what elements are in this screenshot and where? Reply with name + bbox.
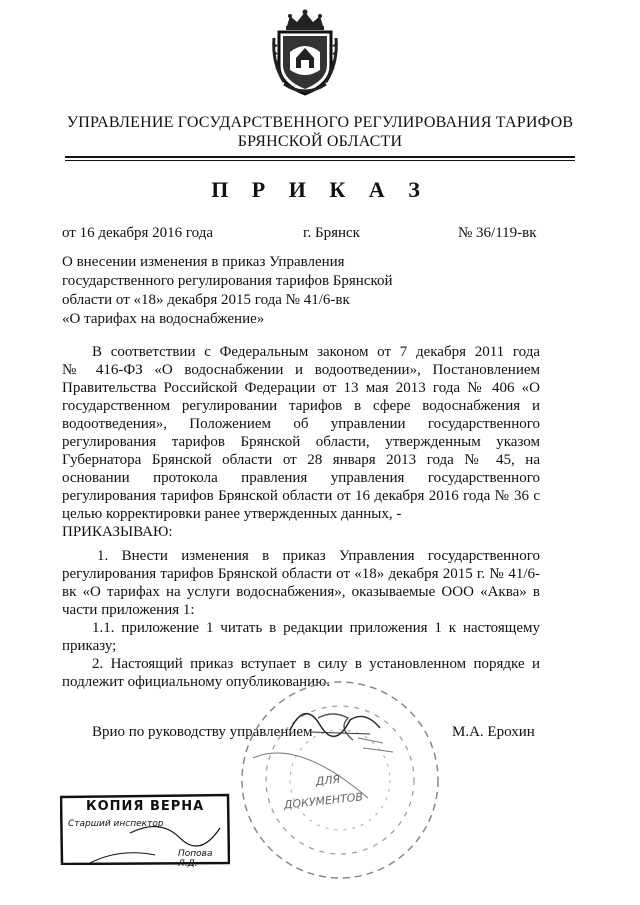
copy-correct-stamp (60, 793, 230, 869)
item-line: регулирования тарифов Брянской области от «18» декабря 2015 г. № 41/6- (62, 566, 540, 582)
preamble-line: регулирования тарифов Брянской области от 16 декабря 2016 года № 36 с (62, 488, 540, 504)
item-line: вк «О тарифах на услуги водоснабжения», оказываемые ООО «Аква» в (62, 584, 540, 600)
order-word: ПРИКАЗЫВАЮ: (62, 524, 173, 540)
stamp-copy-role: Старший инспектор (68, 819, 164, 829)
document-date: от 16 декабря 2016 года (62, 225, 214, 241)
item-line: 1. Внести изменения в приказ Управления государственного (97, 548, 540, 564)
subject-line: государственного регулирования тарифов Брянской (62, 273, 393, 289)
subject-line: «О тарифах на водоснабжение» (62, 311, 265, 327)
item-line: подлежит официальному опубликованию. (62, 674, 331, 690)
document-subject (62, 253, 393, 329)
preamble-line: регулирования тарифов Брянской области, утвержденным указом (62, 434, 540, 450)
stamp-line1: ДЛЯ (315, 772, 341, 789)
header-rule-thin (65, 160, 575, 161)
item-line: 2. Настоящий приказ вступает в силу в установленном порядке и (92, 656, 540, 672)
stamp-line2: ДОКУМЕНТОВ (283, 790, 364, 812)
preamble-line: № 416-ФЗ «О водоснабжении и водоотведении», Постановлением (62, 362, 540, 378)
stamp-copy-name: Попова Л.Д. (178, 849, 213, 869)
stamp-copy-title: КОПИЯ ВЕРНА (86, 799, 205, 814)
header-rule-thick (65, 156, 575, 158)
subject-line: О внесении изменения в приказ Управления (62, 254, 345, 270)
coat-of-arms-icon (270, 8, 340, 98)
preamble-line: Правительства Российской Федерации от 13 мая 2013 года № 406 «О (62, 380, 540, 396)
signature-mark (280, 690, 390, 750)
preamble-line: основании протокола правления управления государственного (62, 470, 540, 486)
preamble-line: В соответствии с Федеральным законом от 7 декабря 2011 года (92, 344, 540, 360)
preamble-line: Губернатора Брянской области от 28 января 2013 года № 45, на (62, 452, 540, 468)
item-line: приказу; (62, 638, 117, 654)
agency-name-line1: УПРАВЛЕНИЕ ГОСУДАРСТВЕННОГО РЕГУЛИРОВАНИЯ ТАРИФОВ (66, 114, 574, 131)
signer-position: Врио по руководству управлением (92, 724, 313, 740)
document-number: № 36/119-вк (458, 225, 537, 241)
preamble-line: государственном регулировании тарифов в сфере водоснабжения и (62, 398, 540, 414)
document-title: П Р И К А З (211, 177, 429, 202)
preamble-paragraph (62, 343, 540, 541)
item-line: 1.1. приложение 1 читать в редакции приложения 1 к настоящему (92, 620, 540, 636)
signer-name: М.А. Ерохин (452, 724, 535, 740)
item-line: части приложения 1: (62, 602, 195, 618)
agency-name-line2: БРЯНСКОЙ ОБЛАСТИ (237, 133, 403, 150)
subject-line: области от «18» декабря 2015 года № 41/6-вк (62, 292, 350, 308)
preamble-line: водоотведения», Положением об управлении государственного (62, 416, 540, 432)
order-items (62, 547, 540, 691)
document-city: г. Брянск (303, 225, 360, 241)
preamble-line: целью корректировки ранее утвержденных данных, - (62, 506, 402, 522)
